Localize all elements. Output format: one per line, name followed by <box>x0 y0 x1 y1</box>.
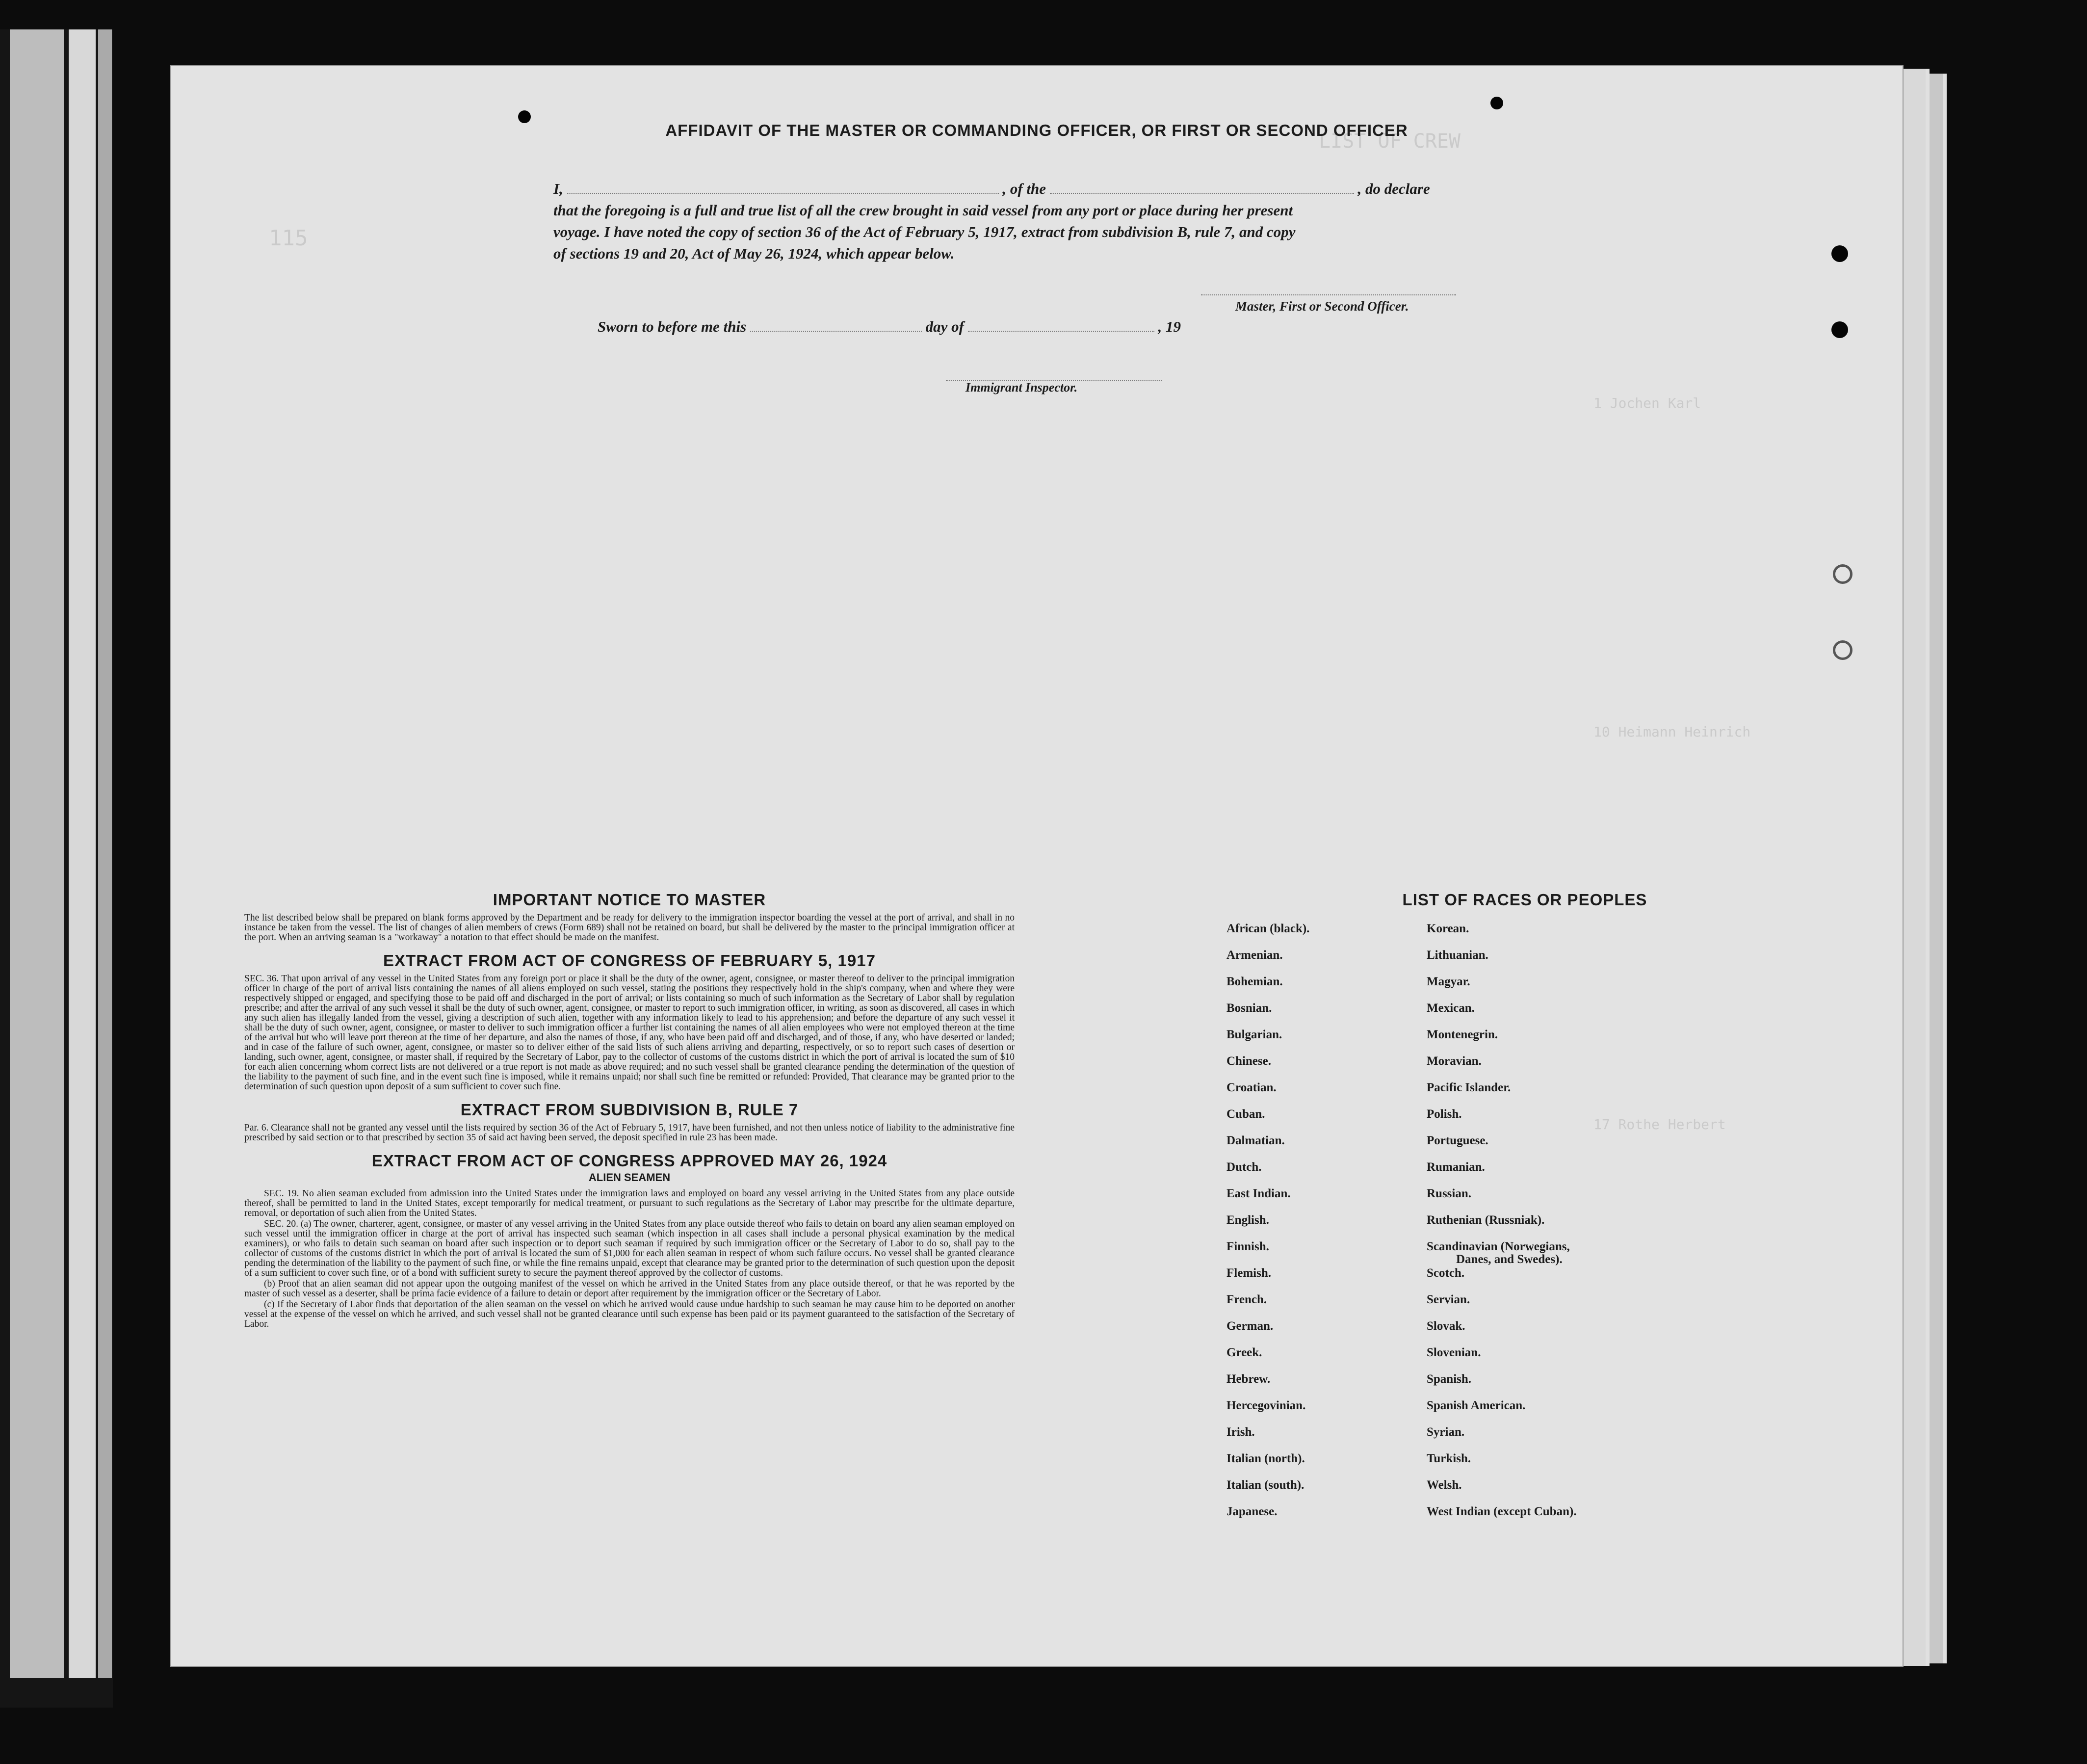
declaration-line-2: that the foregoing is a full and true list of all the crew brought in said vessel from any port or place during her present <box>553 202 1293 219</box>
document-page <box>171 66 1903 1666</box>
sworn-line <box>598 318 1181 336</box>
race-item: Hebrew. <box>1226 1372 1271 1386</box>
punch-hole <box>1831 245 1848 262</box>
race-item: Lithuanian. <box>1427 948 1488 962</box>
vessel-prefix: , of the <box>1002 180 1046 197</box>
race-item: Japanese. <box>1226 1505 1278 1518</box>
race-item: Scotch. <box>1427 1266 1465 1280</box>
extract-1924-title: EXTRACT FROM ACT OF CONGRESS APPROVED MAY 26, 1924 <box>371 1152 887 1170</box>
races-title: LIST OF RACES OR PEOPLES <box>1402 891 1647 909</box>
race-item-line: Scandinavian (Norwegians, <box>1427 1240 1570 1253</box>
punch-hole <box>1490 97 1503 109</box>
alien-seamen-subtitle: ALIEN SEAMEN <box>588 1171 671 1184</box>
race-item: Italian (south). <box>1226 1478 1304 1492</box>
race-item: Dalmatian. <box>1226 1134 1285 1147</box>
section-20c-text: (c) If the Secretary of Labor finds that deportation of the alien seaman on the vessel on which he arrived would cause undue hardship to such seaman he may cause him to be deported on another vessel at the expense of the vessel on which he arrived, and such vessel shall not be granted clearance until such expense has been paid or its payment guaranteed to the satisfaction of the Secretary of Labor. <box>244 1299 1015 1329</box>
race-item: English. <box>1226 1213 1269 1227</box>
rule7-title: EXTRACT FROM SUBDIVISION B, RULE 7 <box>460 1101 799 1119</box>
day-of-label: day of <box>925 318 964 335</box>
affidavit-statement <box>553 178 1510 264</box>
section-20b-text: (b) Proof that an alien seaman did not appear upon the outgoing manifest of the vessel on which he arrived in the United States from any place outside thereof, or that he was reported by the master of such vessel as a deserter, shall be prima facie evidence of a failure to detain or deport after requirement by the immigration officer or the Secretary of Labor. <box>244 1279 1015 1299</box>
signature-label: Master, First or Second Officer. <box>1235 299 1409 314</box>
races-column-2 <box>1427 922 1633 1532</box>
race-item: Turkish. <box>1427 1452 1471 1465</box>
day-blank[interactable] <box>750 331 922 332</box>
race-item: Armenian. <box>1226 948 1283 962</box>
vessel-name-blank[interactable] <box>1050 193 1354 194</box>
month-blank[interactable] <box>968 331 1154 332</box>
binder-strip <box>10 29 64 1678</box>
signature-blank[interactable] <box>1201 294 1456 295</box>
race-item: Moravian. <box>1427 1054 1482 1068</box>
binder-ring-hole <box>1833 640 1852 660</box>
race-item: Spanish. <box>1427 1372 1472 1386</box>
race-item: Flemish. <box>1226 1266 1271 1280</box>
bleed-through-text: LIST OF CREW <box>1319 130 1461 153</box>
race-item: Russian. <box>1427 1187 1472 1200</box>
binder-ring-hole <box>1833 564 1852 584</box>
race-item: Slovenian. <box>1427 1346 1481 1359</box>
race-item: Hercegovinian. <box>1226 1399 1306 1412</box>
race-item: Croatian. <box>1226 1081 1277 1094</box>
notice-text: The list described below shall be prepared on blank forms approved by the Department and be ready for delivery to the immigration inspector boarding the vessel at the port of arrival, and shall in no instance be taken from the vessel. The list of changes of alien members of crews (Form 689) shall not be retained on board, but shall be delivered by the master to the principal immigration officer at the port. When an arriving seaman is a "workaway" a notation to that effect should be made on the manifest. <box>244 913 1015 943</box>
race-item: Cuban. <box>1226 1107 1265 1121</box>
notice-title: IMPORTANT NOTICE TO MASTER <box>493 891 766 909</box>
race-item: Irish. <box>1226 1425 1255 1439</box>
race-item: Bohemian. <box>1226 975 1283 988</box>
binder-strip <box>98 29 112 1678</box>
race-item: Welsh. <box>1427 1478 1462 1492</box>
bleed-through-text: 1 Jochen Karl <box>1593 395 1701 411</box>
rule7-text: Par. 6. Clearance shall not be granted any vessel until the lists required by section 36 of the Act of February 5, 1917, have been furnished, and not then unless notice of liability to the administrative fine prescribed by said section or to that prescribed by section 35 of said act having been served, the deposit specified in rule 23 has been made. <box>244 1123 1015 1143</box>
race-item: Korean. <box>1427 922 1469 935</box>
race-item: Bosnian. <box>1226 1001 1272 1015</box>
declarant-prefix: I, <box>553 180 563 197</box>
punch-hole <box>1831 321 1848 338</box>
race-item: Servian. <box>1427 1293 1470 1306</box>
race-item: Pacific Islander. <box>1427 1081 1511 1094</box>
race-item: Ruthenian (Russniak). <box>1427 1213 1545 1227</box>
race-item <box>1427 1240 1633 1267</box>
declaration-line-4: of sections 19 and 20, Act of May 26, 1924, which appear below. <box>553 245 955 262</box>
race-item: African (black). <box>1226 922 1310 935</box>
officer-name-blank[interactable] <box>567 193 999 194</box>
race-item: Mexican. <box>1427 1001 1475 1015</box>
race-item: Rumanian. <box>1427 1160 1485 1174</box>
declare-suffix: , do declare <box>1357 180 1430 197</box>
race-item: Montenegrin. <box>1427 1028 1498 1041</box>
race-item: German. <box>1226 1319 1274 1333</box>
inspector-label: Immigrant Inspector. <box>965 380 1078 395</box>
race-item: West Indian (except Cuban). <box>1427 1505 1577 1518</box>
sworn-label: Sworn to before me this <box>598 318 747 335</box>
extract-1917-title: EXTRACT FROM ACT OF CONGRESS OF FEBRUARY 5, 1917 <box>383 951 876 970</box>
section-19-text: SEC. 19. No alien seaman excluded from admission into the United States under the immigration laws and employed on board any vessel arriving in the United States from any place outside thereof, shall be permitted to land in the United States, except temporarily for medical treatment, or pursuant to such regulations as the Secretary of Labor may prescribe for the ultimate departure, removal, or deportation of such alien from the United States. <box>244 1188 1015 1218</box>
race-item: French. <box>1226 1293 1267 1306</box>
bleed-through-text: 115 <box>269 226 308 251</box>
binder-strip <box>69 29 96 1678</box>
bleed-through-text: 10 Heimann Heinrich <box>1593 724 1751 740</box>
race-item: Finnish. <box>1226 1240 1269 1253</box>
year-label: , 19 <box>1158 318 1181 335</box>
race-item: Dutch. <box>1226 1160 1262 1174</box>
declaration-line-3: voyage. I have noted the copy of section 36 of the Act of February 5, 1917, extract from subdivision B, rule 7, and copy <box>553 223 1296 240</box>
race-item: Chinese. <box>1226 1054 1271 1068</box>
race-item: East Indian. <box>1226 1187 1291 1200</box>
declaration-line <box>553 178 1510 200</box>
affidavit-title: AFFIDAVIT OF THE MASTER OR COMMANDING OFFICER, OR FIRST OR SECOND OFFICER <box>665 121 1408 139</box>
race-item: Bulgarian. <box>1226 1028 1282 1041</box>
section-20a-text: SEC. 20. (a) The owner, charterer, agent, consignee, or master of any vessel arriving in the United States from any place outside thereof who fails to detain on board any alien seaman employed on such vessel until the immigration officer in charge at the port of arrival has inspected such seaman (which inspection in all cases shall include a personal physical examination by the medical examiners), or who fails to detain such seaman on board after such inspection or to deport such seaman if required by such immigration officer or the Secretary of Labor to do so, shall pay to the collector of customs of the customs district in which the port of arrival is located the sum of $1,000 for each alien seaman in respect of whom such failure occurs. No vessel shall be granted clearance pending the determination of the liability to the payment of such fine, or while the fine remains unpaid, except that clearance may be granted prior to the determination of such question upon the deposit of a sum sufficient to cover such fine, or of a bond with sufficient surety to secure the payment thereof approved by the collector of customs. <box>244 1219 1015 1278</box>
race-item: Syrian. <box>1427 1425 1465 1439</box>
race-item: Spanish American. <box>1427 1399 1526 1412</box>
race-item: Magyar. <box>1427 975 1470 988</box>
race-item: Italian (north). <box>1226 1452 1305 1465</box>
race-item: Portuguese. <box>1427 1134 1488 1147</box>
legal-notices <box>244 891 1015 1340</box>
race-item-line: Danes, and Swedes). <box>1456 1253 1563 1266</box>
race-item: Polish. <box>1427 1107 1462 1121</box>
race-item: Slovak. <box>1427 1319 1465 1333</box>
races-column-1 <box>1226 922 1309 1532</box>
race-item: Greek. <box>1226 1346 1262 1359</box>
bleed-through-text: 17 Rothe Herbert <box>1593 1116 1726 1132</box>
extract-1917-text: SEC. 36. That upon arrival of any vessel in the United States from any foreign port or place it shall be the duty of the owner, agent, consignee, or master thereof to deliver to the principal immigration officer in charge of the port of arrival lists containing the names of all aliens employed on such vessel, stating the positions they respectively hold in the ship's company, when and where they were respectively shipped or engaged, and specifying those to be paid off and discharged in the port of arrival; or lists containing so much of such information as the Secretary of Labor shall by regulation prescribe; and after the arrival of any such vessel it shall be the duty of such owner, agent, consignee, or master to report to such immigration officer, in writing, as soon as discovered, all cases in which any such alien has illegally landed from the vessel, giving a description of such alien, together with any information likely to lead to his apprehension; and before the departure of any such vessel it shall be the duty of such owner, agent, consignee, or master to deliver to such immigration officer a further list containing the names of all alien employees who were not employed thereon at the time of the arrival but who will leave port thereon at the time of her departure, and also the names of those, if any, who have been paid off and discharged, and of those, if any, who have deserted or landed; and in case of the failure of such owner, agent, consignee, or master so to deliver either of the said lists of such aliens arriving and departing, respectively, or so to report such cases of desertion or landing, such owner, agent, consignee, or master shall, if required by the Secretary of Labor, pay to the collector of customs of the customs district in which the port of arrival is located the sum of $10 for each alien concerning whom correct lists are not delivered or a true report is not made as above required; and no such vessel shall be granted clearance pending the determination of the question of the liability to the payment of such fine, and in the event such fine is imposed, while it remains unpaid; nor shall such fine be remitted or refunded: Provided, That clearance may be granted prior to the determination of such question upon deposit of a sum sufficient to cover such fine. <box>244 974 1015 1092</box>
